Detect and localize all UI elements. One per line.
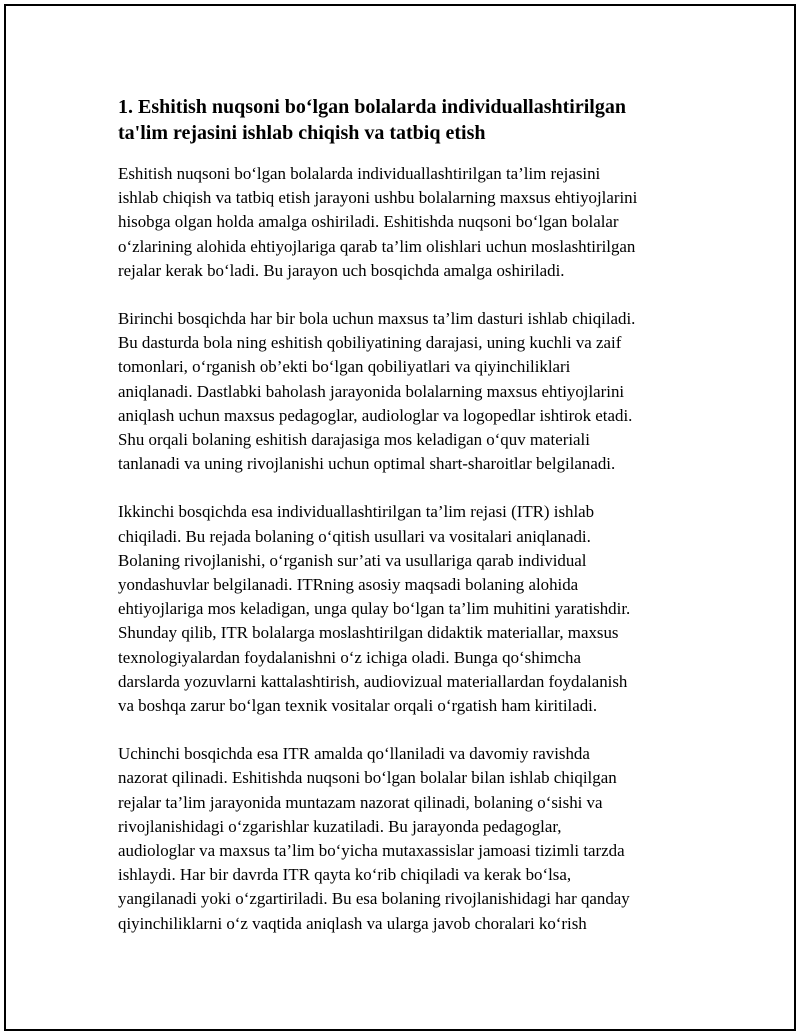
paragraph-stage-three: Uchinchi bosqichda esa ITR amalda qo‘llaniladi va davomiy ravishda nazorat qilinadi. Eshitishda nuqsoni bo‘lgan bolalar bilan ishlab chiqilgan rejalar ta’lim jarayonida muntazam nazorat qilinadi, bolaning o‘sishi va rivojlanishidagi o‘zgarishlar kuzatiladi. Bu jarayonda pedagoglar, audiologlar va maxsus ta’lim bo‘yicha mutaxassislar jamoasi tizimli tarzda ishlaydi. Har bir davrda ITR qayta ko‘rib chiqiladi va kerak bo‘lsa, yangilanadi yoki o‘zgartiriladi. Bu esa bolaning rivojlanishidagi har qanday qiyinchiliklarni o‘z vaqtida aniqlash va ularga javob choralari ko‘rish [118,744,630,933]
document-title: 1. Eshitish nuqsoni bo‘lgan bolalarda individuallashtirilgan ta'lim rejasini ishlab chiqish va tatbiq etish [118,96,626,144]
paragraph-stage-two: Ikkinchi bosqichda esa individuallashtirilgan ta’lim rejasi (ITR) ishlab chiqiladi. Bu rejada bolaning o‘qitish usullari va vositalari aniqlanadi. Bolaning rivojlanishi, o‘rganish sur’ati va usullariga qarab individual yondashuvlar belgilanadi. ITRning asosiy maqsadi bolaning alohida ehtiyojlariga mos keladigan, unga qulay bo‘lgan ta’lim muhitini yaratishdir. Shunday qilib, ITR bolalarga moslashtirilgan didaktik materiallar, maxsus texnologiyalardan foydalanishni o‘z ichiga oladi. Bunga qo‘shimcha darslarda yozuvlarni kattalashtirish, audiovizual materiallardan foydalanish va boshqa zarur bo‘lgan texnik vositalar orqali o‘rgatish ham kiritiladi. [118,502,631,716]
document-body [118,94,704,960]
paragraph-stage-one: Birinchi bosqichda har bir bola uchun maxsus ta’lim dasturi ishlab chiqiladi. Bu dasturda bola ning eshitish qobiliyatining darajasi, uning kuchli va zaif tomonlari, o‘rganish ob’ekti bo‘lgan qobiliyatlari va qiyinchiliklari aniqlanadi. Dastlabki baholash jarayonida bolalarning maxsus ehtiyojlarini aniqlash uchun maxsus pedagoglar, audiologlar va logopedlar ishtirok etadi. Shu orqali bolaning eshitish darajasiga mos keladigan o‘quv materiali tanlanadi va uning rivojlanishi uchun optimal shart-sharoitlar belgilanadi. [118,309,636,474]
paragraph-intro: Eshitish nuqsoni bo‘lgan bolalarda individuallashtirilgan ta’lim rejasini ishlab chiqish va tatbiq etish jarayoni ushbu bolalarning maxsus ehtiyojlarini hisobga olgan holda amalga oshiriladi. Eshitishda nuqsoni bo‘lgan bolalar o‘zlarining alohida ehtiyojlariga qarab ta’lim olishlari uchun moslashtirilgan rejalar kerak bo‘ladi. Bu jarayon uch bosqichda amalga oshiriladi. [118,164,638,280]
